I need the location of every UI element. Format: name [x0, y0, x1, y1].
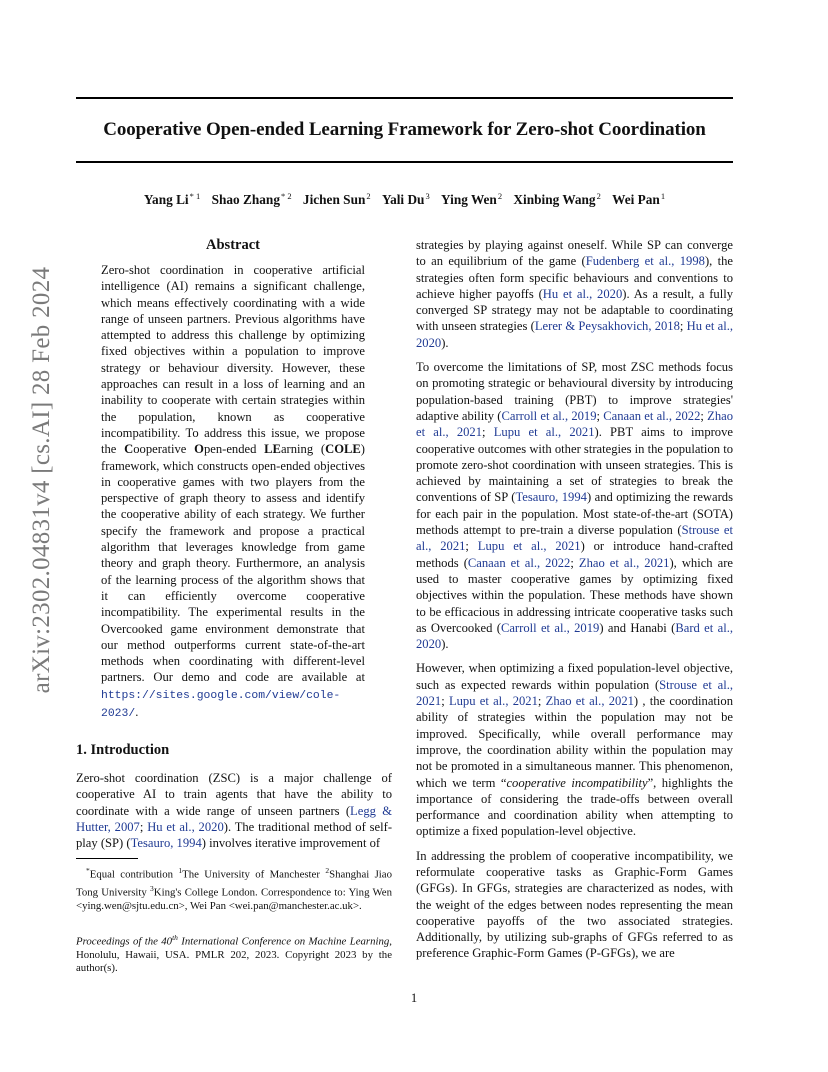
affiliation-footnote: *Equal contribution $^1$The University of Manchester $^2$Shanghai Jiao Tong University $^3$King's College London. Correspondence to: Ying Wen <ying.wen@sjtu.edu.cn>, Wei Pan <wei.pan@manchester.ac.uk>.	[76, 866, 392, 912]
author: Ying Wen$^2$	[441, 191, 503, 208]
citation-link[interactable]: Zhao et al., 2021	[545, 694, 634, 709]
author: Xinbing Wang$^2$	[513, 191, 601, 208]
demo-link[interactable]: https://sites.google.com/view/cole-2023/	[101, 689, 341, 721]
citation-link[interactable]: Lupu et al., 2021	[477, 539, 581, 554]
citation-link[interactable]: Bard et al., 2020	[416, 620, 733, 652]
abstract-heading: Abstract	[206, 237, 260, 253]
footnote-rule	[76, 858, 138, 859]
title-bottom-rule	[76, 161, 733, 163]
citation-link[interactable]: Legg & Hutter, 2007	[76, 803, 392, 834]
citation-link[interactable]: Carroll et al., 2019	[501, 408, 597, 423]
title-top-rule	[76, 97, 733, 99]
citation-link[interactable]: Lupu et al., 2021	[448, 694, 538, 709]
author: Jichen Sun$^2$	[302, 191, 371, 208]
page-number: 1	[410, 991, 418, 1005]
citation-link[interactable]: Canaan et al., 2022	[603, 408, 701, 423]
citation-link[interactable]: Canaan et al., 2022	[467, 555, 571, 570]
author: Yali Du$^3$	[381, 191, 430, 208]
arxiv-identifier: arXiv:2302.04831v4 [cs.AI] 28 Feb 2024	[28, 266, 55, 694]
abstract-body: Zero-shot coordination in cooperative artificial intelligence (AI) remains a significant challenge, which means effectively coordinating with a wide range of unseen partners. Previous algorithms have attempted to address this challenge by optimizing fixed objectives within a population to improve strategy or behaviour diversity. However, these approaches can result in a loss of learning and an inability to cooperate with certain strategies within the population, known as cooperative incompatibility. To address this issue, we propose the Cooperative Open-ended LEarning (COLE) framework, which constructs open-ended objectives in cooperative games with two players from the perspective of graph theory to assess and identify the cooperative ability of each strategy. We further specify the framework and propose a practical algorithm that leverages knowledge from game theory and graph theory. Furthermore, an analysis of the learning process of the algorithm shows that it can efficiently overcome cooperative incompatibility. The experimental results in the Overcooked game environment demonstrate that our method outperforms current state-of-the-art methods when coordinating with different-level partners. Our demo and code are available at https://sites.google.com/view/cole-2023/.	[101, 263, 365, 721]
citation-link[interactable]: Fudenberg et al., 1998	[585, 254, 705, 269]
citation-link[interactable]: Hu et al., 2020	[542, 286, 623, 301]
citation-link[interactable]: Strouse et al., 2021	[416, 677, 733, 709]
right-column	[416, 237, 733, 970]
author: Yang Li$^{* 1}$	[143, 191, 201, 208]
citation-link[interactable]: Hu et al., 2020	[147, 819, 224, 834]
citation-link[interactable]: Tesauro, 1994	[130, 836, 202, 851]
citation-link[interactable]: Zhao et al., 2021	[578, 555, 670, 570]
author: Wei Pan$^1$	[612, 191, 666, 208]
paragraph: strategies by playing against oneself. While SP can converge to an equilibrium of the game (Fudenberg et al., 1998), the strategies often form specific behaviours and conventions to achieve higher payoffs (Hu et al., 2020). As a result, a fully converged SP strategy may not be adaptable to coordinating with unseen strategies (Lerer & Peysakhovich, 2018; Hu et al., 2020).	[416, 238, 734, 350]
author-list	[76, 191, 733, 208]
citation-link[interactable]: Carroll et al., 2019	[500, 620, 600, 635]
author: Shao Zhang$^{* 2}$	[211, 191, 292, 208]
paragraph: To overcome the limitations of SP, most ZSC methods focus on promoting strategic or behavioural diversity by introducing population-based training (PBT) to improve strategies' adaptive ability (Carroll et al., 2019; Canaan et al., 2022; Zhao et al., 2021; Lupu et al., 2021). PBT aims to improve cooperative outcomes with other strategies in the population to promote zero-shot coordination with unseen strategies. This is achieved by maintaining a set of strategies to break the conventions of SP (Tesauro, 1994) and optimizing the rewards for each pair in the population. Most state-of-the-art (SOTA) methods attempt to pre-train a diverse population (Strouse et al., 2021; Lupu et al., 2021) or introduce hand-crafted methods (Canaan et al., 2022; Zhao et al., 2021), which are used to master cooperative games by optimizing fixed objectives within the population. These methods have shown to be efficacious in addressing intricate cooperative tasks such as Overcooked (Carroll et al., 2019) and Hanabi (Bard et al., 2020).	[416, 360, 734, 652]
paragraph: In addressing the problem of cooperative incompatibility, we reformulate cooperative tasks as Graphic-Form Games (GFGs). In GFGs, strategies are characterized as nodes, with the weight of the edges between nodes representing the mean cooperative payoffs of the two associated strategies. Additionally, by utilizing sub-graphs of GFGs referred to as preference Graphic-Form Games (P-GFGs), we are	[416, 848, 733, 961]
introduction-heading: 1. Introduction	[76, 742, 170, 758]
paragraph: However, when optimizing a fixed population-level objective, such as expected rewards within population (Strouse et al., 2021; Lupu et al., 2021; Zhao et al., 2021) , the coordination ability of strategies within the population may not be improved. Specifically, while overall performance may improve, the coordination ability within the population may not be promoted in a simultaneous manner. This phenomenon, which we term “cooperative incompatibility”, highlights the importance of considering the trade-offs between overall performance and coordination ability when attempting to optimize a fixed population-level objective.	[416, 661, 734, 839]
paper-title: Cooperative Open-ended Learning Framework for Zero-shot Coordination	[103, 119, 706, 140]
citation-link[interactable]: Tesauro, 1994	[515, 490, 587, 505]
introduction-paragraph: Zero-shot coordination (ZSC) is a major challenge of cooperative AI to train agents that have the ability to coordinate with a wide range of unseen partners (Legg & Hutter, 2007; Hu et al., 2020). The traditional method of self-play (SP) (Tesauro, 1994) involves iterative improvement of	[76, 771, 393, 851]
citation-link[interactable]: Lupu et al., 2021	[493, 425, 595, 440]
citation-link[interactable]: Hu et al., 2020	[416, 319, 733, 350]
citation-link[interactable]: Lerer & Peysakhovich, 2018	[534, 319, 680, 334]
citation-link[interactable]: Strouse et al., 2021	[416, 523, 733, 554]
citation-link[interactable]: Zhao et al., 2021	[416, 408, 734, 440]
proceedings-note: Proceedings of the 40th International Conference on Machine Learning, Honolulu, Hawaii, USA. PMLR 202, 2023. Copyright 2023 by the author(s).	[76, 933, 392, 975]
